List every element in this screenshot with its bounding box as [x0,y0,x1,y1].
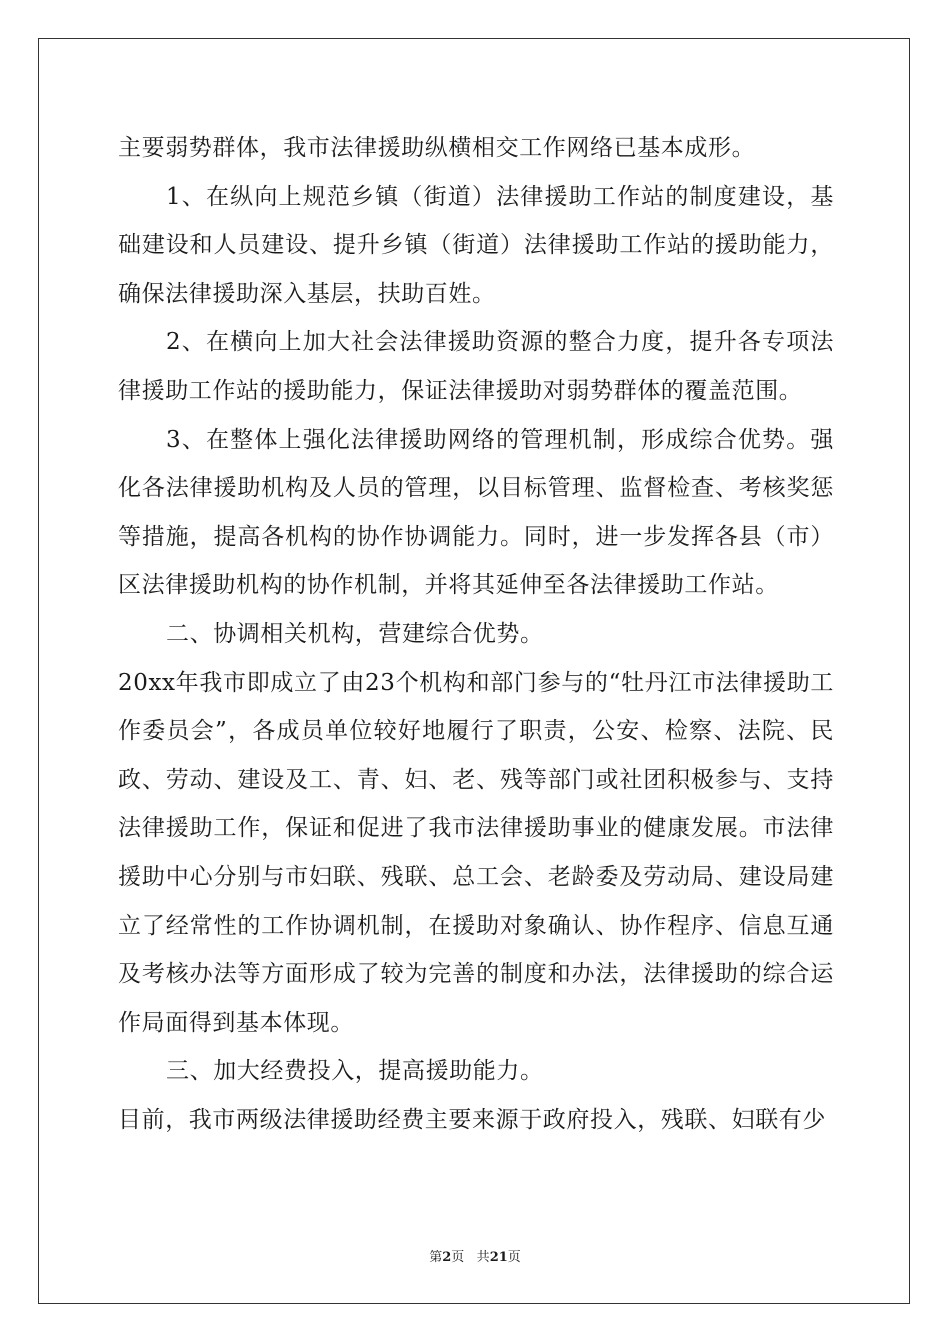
section-heading: 二、协调相关机构，营建综合优势。 [166,620,544,647]
document-body [118,124,834,1144]
paragraph: 2、在横向上加大社会法律援助资源的整合力度，提升各专项法律援助工作站的援助能力，保证法律援助对弱势群体的覆盖范围。 [118,329,834,404]
paragraph: 1、在纵向上规范乡镇（街道）法律援助工作站的制度建设，基础建设和人员建设、提升乡镇（街道）法律援助工作站的援助能力，确保法律援助深入基层，扶助百姓。 [118,183,834,307]
page-number: 2 [442,1250,452,1265]
paragraph: 20xx年我市即成立了由23个机构和部门参与的“牡丹江市法律援助工作委员会”，各成员单位较好地履行了职责，公安、检察、法院、民政、劳动、建设及工、青、妇、老、残等部门或社团积极参与、支持法律援助工作，保证和促进了我市法律援助事业的健康发展。市法律援助中心分别与市妇联、残联、总工会、老龄委及劳动局、建设局建立了经常性的工作协调机制，在援助对象确认、协作程序、信息互通及考核办法等方面形成了较为完善的制度和办法，法律援助的综合运作局面得到基本体现。 [118,669,834,1036]
page-footer [0,1246,950,1265]
paragraph: 目前，我市两级法律援助经费主要来源于政府投入，残联、妇联有少 [118,1106,826,1133]
total-label-suffix: 页 [507,1250,521,1265]
total-pages: 21 [489,1250,508,1265]
page-label-suffix: 页 [451,1250,465,1265]
paragraph: 3、在整体上强化法律援助网络的管理机制，形成综合优势。强化各法律援助机构及人员的管理，以目标管理、监督检查、考核奖惩等措施，提高各机构的协作协调能力。同时，进一步发挥各县（市）区法律援助机构的协作机制，并将其延伸至各法律援助工作站。 [118,426,834,599]
section-heading: 三、加大经费投入，提高援助能力。 [166,1058,544,1085]
paragraph: 主要弱势群体，我市法律援助纵横相交工作网络已基本成形。 [118,135,756,161]
page-label-prefix: 第 [429,1250,443,1265]
total-label-prefix: 共 [476,1250,490,1265]
